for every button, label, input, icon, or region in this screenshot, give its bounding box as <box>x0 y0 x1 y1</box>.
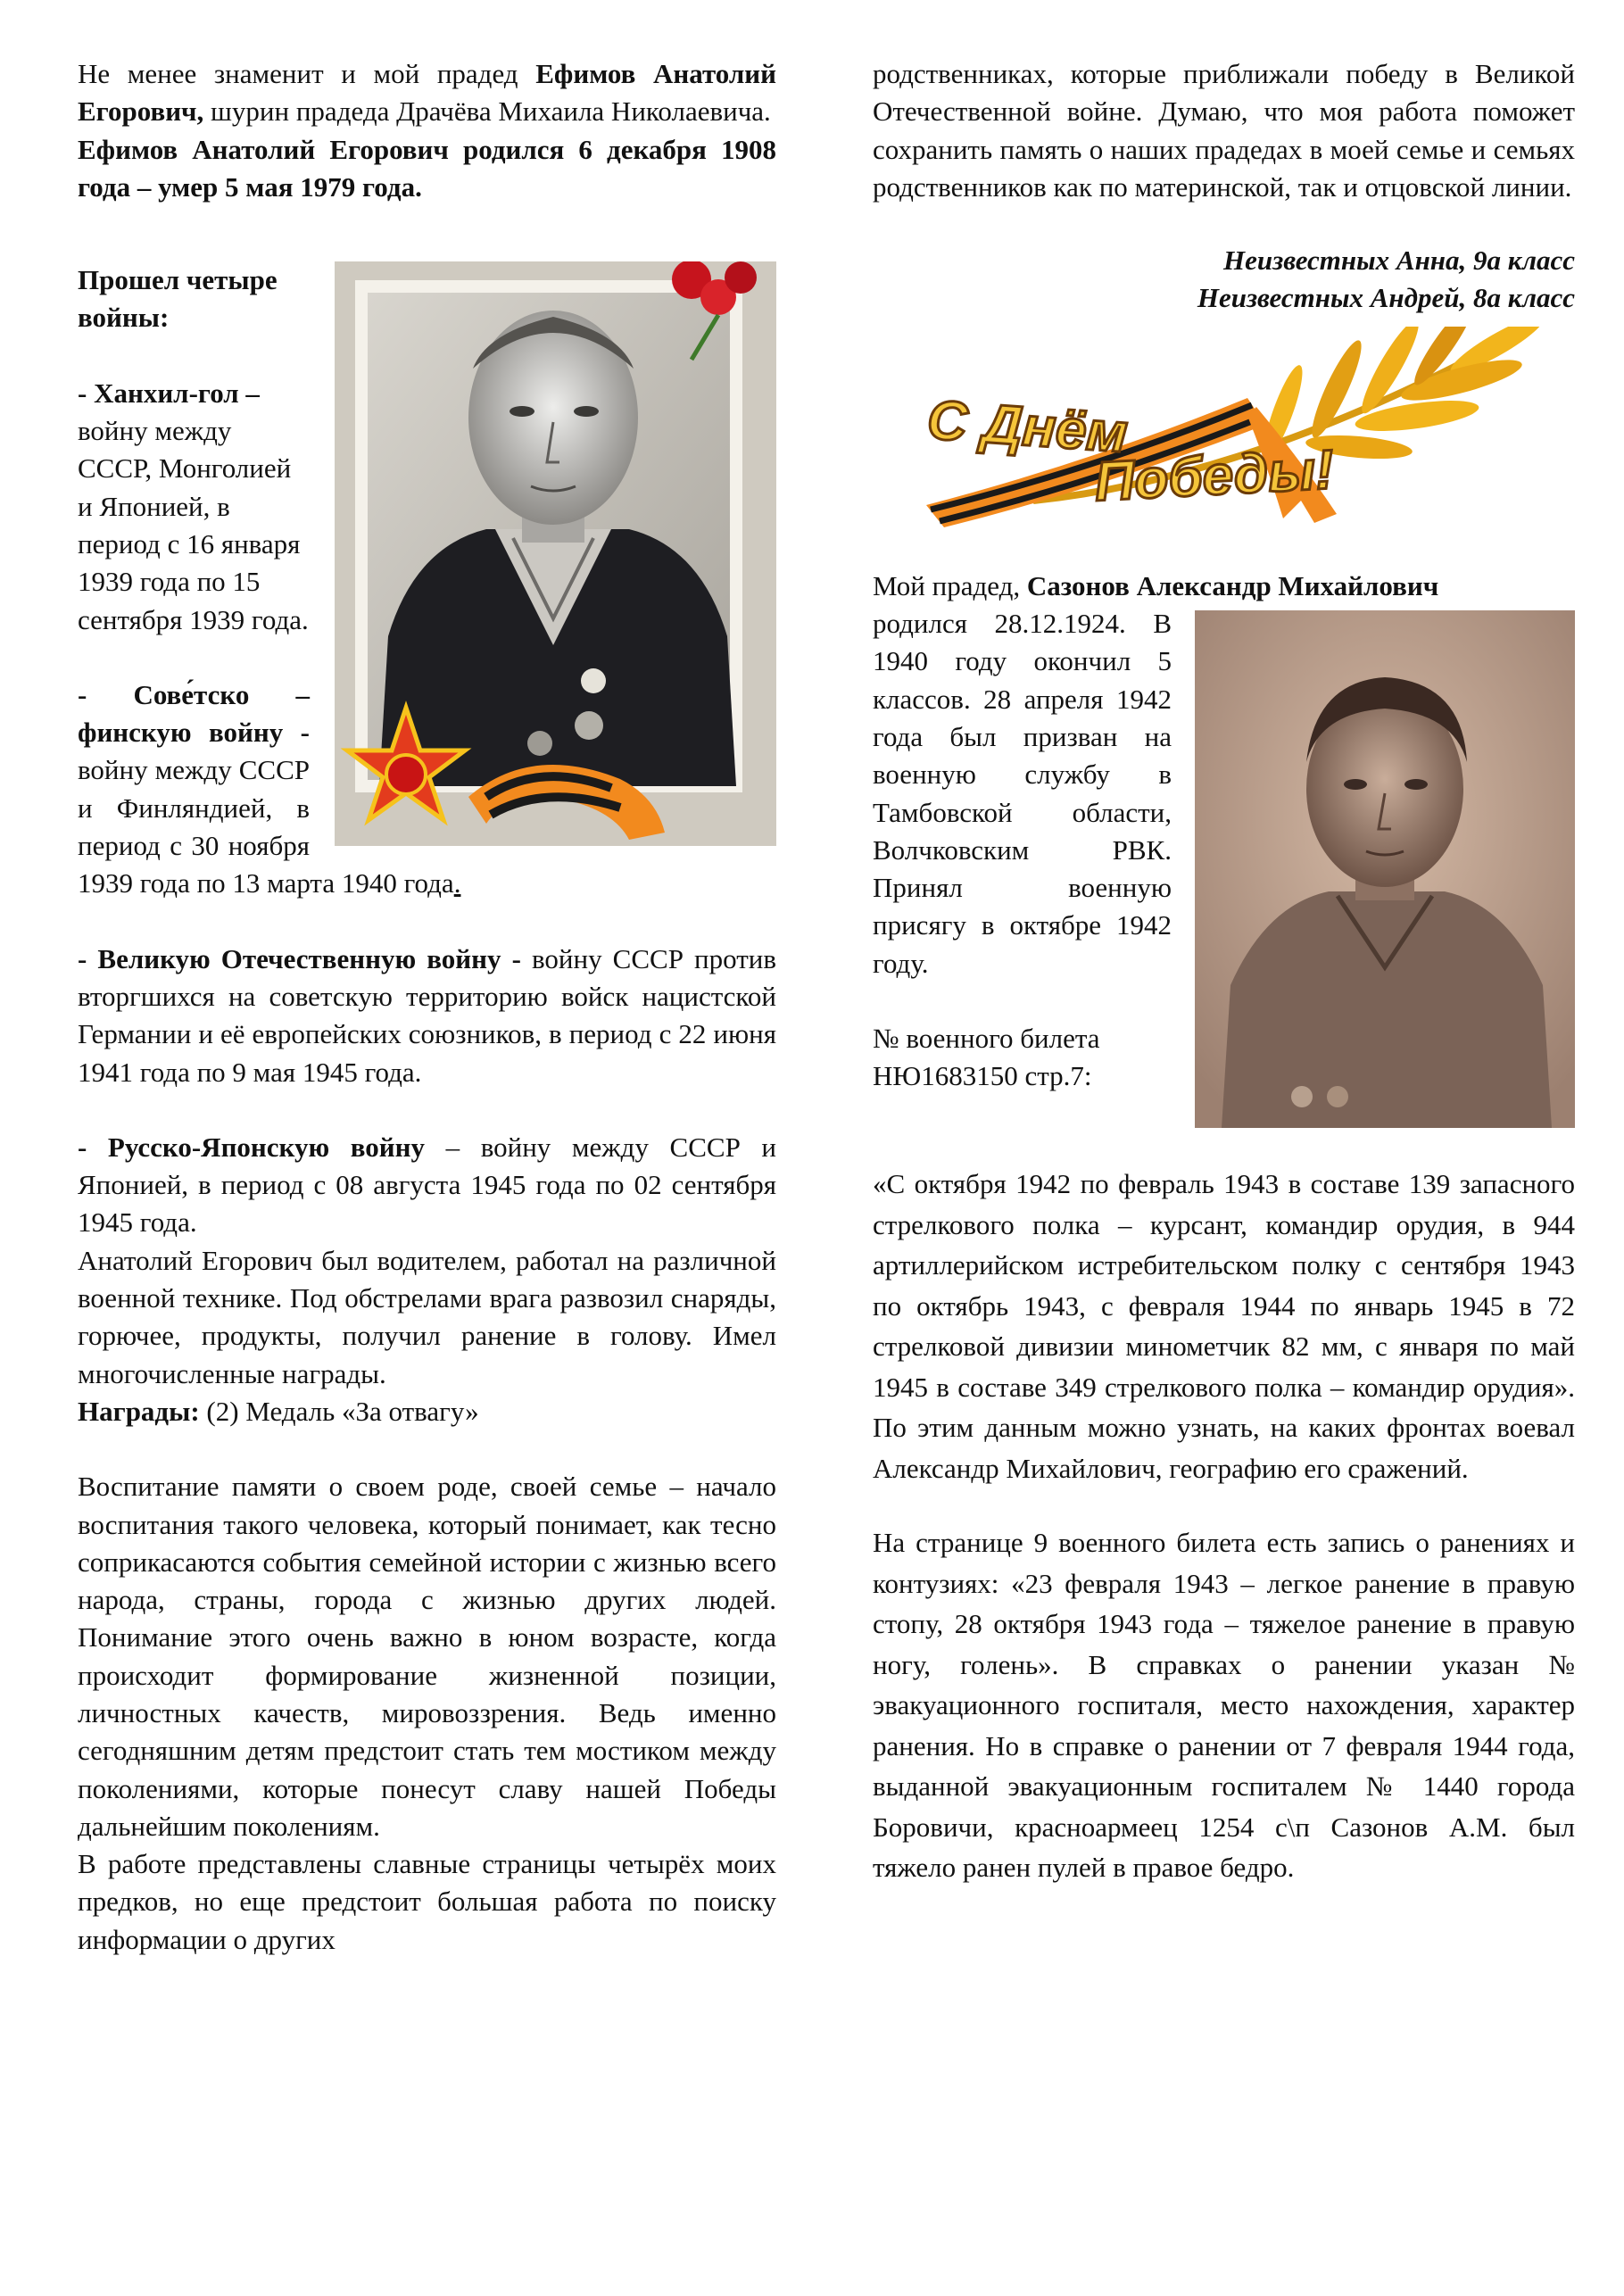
war-khalkhin-gol: - Ханхил-гол – войну между СССР, Монголией и Японией, в период с 16 января 1939 года по 15 сентября 1939 года. <box>78 377 309 635</box>
signature-andrey: Неизвестных Андрей, 8а класс <box>1197 282 1575 314</box>
sazonov-bio: родился 28.12.1924. В 1940 году окончил 5 классов. 28 апреля 1942 года был призван на военную службу в Тамбовской области, Волчковским РВК. Принял военную присягу в октябре 1942 году. <box>873 608 1172 979</box>
war-great-patriotic: - Великую Отечественную войну - войну СССР против вторгшихся на советскую территорию войск нацистской Германии и её европейских союзников, в период с 22 июня 1941 года по 9 мая 1945 года. <box>78 942 776 1088</box>
veteran-photo-efimov <box>335 261 776 846</box>
person-name-sazonov: Сазонов Александр Михайлович <box>1026 569 1439 601</box>
war-soviet-japanese: - Русско-Японскую войну – войну между СССР и Японией, в период с 08 августа 1945 года по 02 сентября 1945 года. <box>78 1131 776 1239</box>
banner-line-1: С Днём <box>925 388 1130 465</box>
memory-paragraph: Воспитание памяти о своем роде, своей семье – начало воспитания такого человека, который понимает, как тесно соприкасаются события семейной истории с жизнью всего народа, страны, города с жизнью других людей. Понимание этого очень важно в юном возрасте, когда происходит формирование жизненной позиции, личностных качеств, мировоззрения. Ведь именно сегодняшним детям предстоит стать тем мостиком между поколениями, которые понесут славу нашей Победы дальнейшим поколениям. <box>78 1471 776 1842</box>
person-name: Ефимов Анатолий Егорович, <box>78 58 776 128</box>
war-winter: - Сове́тско – финскую войну - войну между СССР и Финляндией, в период с 30 ноября 1939 года по 13 марта 1940 года. <box>78 678 461 899</box>
left-column <box>78 55 776 1959</box>
sazonov-intro: Мой прадед, Сазонов Александр Михайлович <box>873 569 1439 601</box>
work-paragraph: В работе представлены славные страницы четырёх моих предков, но еще предстоит большая работа по поиску информации о других <box>78 1848 776 1955</box>
life-dates: Ефимов Анатолий Егорович родился 6 декабря 1908 года – умер 5 мая 1979 года. <box>78 133 776 203</box>
military-ticket: № военного билета НЮ1683150 стр.7: <box>873 1023 1100 1092</box>
signature-anna: Неизвестных Анна, 9а класс <box>1223 245 1575 277</box>
veteran-photo-sazonov <box>1195 610 1575 1128</box>
service-record: «С октября 1942 по февраль 1943 в составе 139 запасного стрелкового полка – курсант, командир орудия, в 944 артиллерийском истребительском полку с сентября 1943 по октябрь 1943, с февраля 1944 по январь 1945 в 72 стрелковой дивизии минометчик 82 мм, с января по май 1945 в составе 349 стрелкового полка – командир орудия». По этим данным можно узнать, на каких фронтах воевал Александр Михайлович, географию его сражений. <box>873 1168 1575 1484</box>
wars-heading: Прошел четыре войны: <box>78 264 278 334</box>
driver-paragraph: Анатолий Егорович был водителем, работал на различной военной технике. Под обстрелами врага развозил снаряды, горючее, продукты, получил ранение в голову. Имел многочисленные награды. <box>78 1244 776 1389</box>
right-column <box>873 55 1575 1888</box>
victory-day-banner <box>873 327 1575 541</box>
intro-paragraph: Не менее знаменит и мой прадед Ефимов Анатолий Егорович, шурин прадеда Драчёва Михаила Николаевича. <box>78 58 776 128</box>
wounds-record: На странице 9 военного билета есть запись о ранениях и контузиях: «23 февраля 1943 – легкое ранение в правую стопу, 28 октября 1943 года – тяжелое ранение в правую ногу, голень». В справках о ранении указан № эвакуационного госпиталя, место нахождения, характер ранения. Но в справке о ранении от 7 февраля 1944 года, выданной эвакуационным госпиталем № 1440 города Боровичи, красноармеец 1254 с\п Сазонов А.М. был тяжело ранен пулей в правое бедро. <box>873 1527 1575 1884</box>
continuation-paragraph: родственниках, которые приближали победу в Великой Отечественной войне. Думаю, что моя работа поможет сохранить память о наших прадедах в моей семье и семьях родственников как по материнской, так и отцовской линии. <box>873 58 1575 203</box>
awards-line: Награды: (2) Медаль «За отвагу» <box>78 1395 479 1427</box>
banner-line-2: Победы! <box>1093 438 1336 513</box>
